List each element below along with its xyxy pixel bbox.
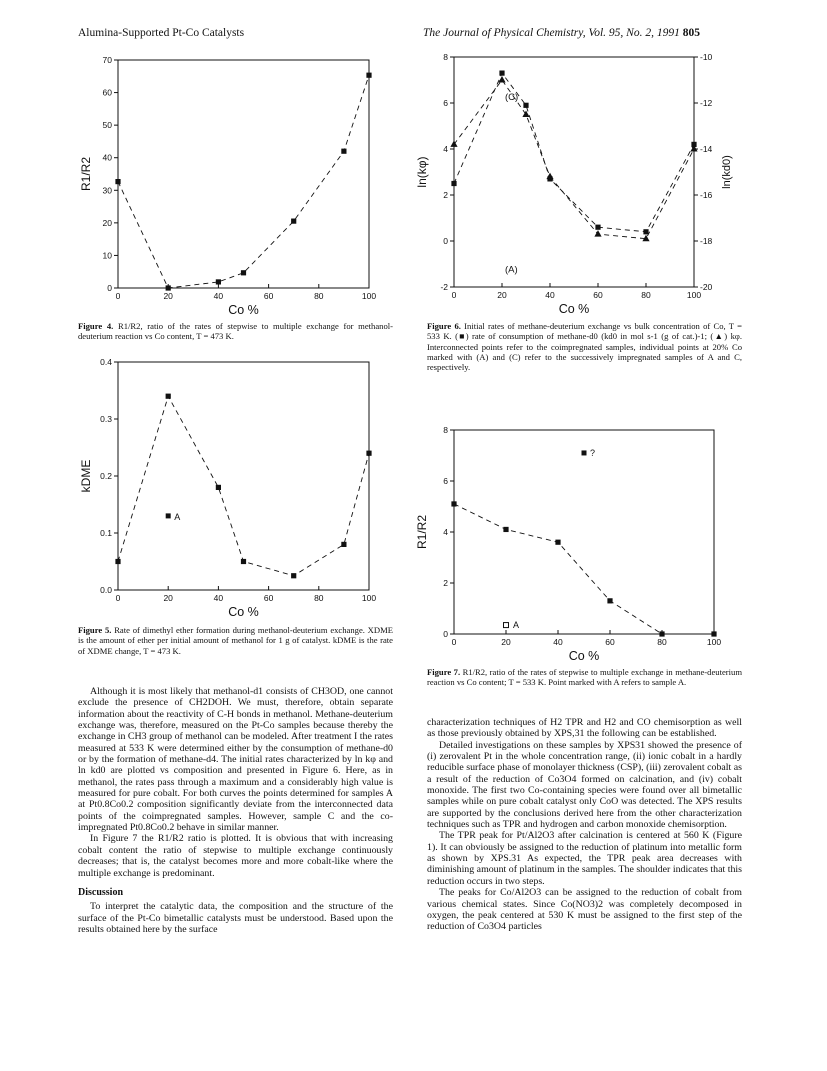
x-axis-label: Co % [228, 303, 259, 317]
running-head: Alumina-Supported Pt-Co Catalysts [78, 27, 245, 39]
x-tick-label: 20 [501, 637, 511, 647]
x-tick-label: 0 [451, 637, 457, 647]
data-point [594, 230, 601, 237]
x-tick-label: 40 [213, 291, 224, 301]
right-column-text [427, 717, 742, 933]
x-tick-label: 0 [115, 593, 121, 603]
figure-4-chart [79, 52, 386, 320]
data-point [546, 173, 553, 180]
figure-5-caption: Figure 5. Rate of dimethyl ether formation during methanol-deuterium exchange. XDME is the amount of ether per initial amount of methanol for 1 g of catalyst. kDME is the rate of XDME change, T = 473 K. [78, 625, 393, 656]
data-point [499, 71, 504, 76]
series-line [118, 75, 369, 288]
y-tick-label: 0.0 [100, 585, 112, 595]
plot-frame [118, 362, 369, 590]
x-tick-label: 20 [163, 291, 173, 301]
plot-frame [118, 60, 369, 288]
x-tick-label: 60 [263, 593, 274, 603]
x-tick-label: 40 [553, 637, 563, 647]
x-tick-label: 100 [686, 290, 702, 300]
data-point [341, 149, 346, 154]
paragraph: Detailed investigations on these samples by XPS31 showed the presence of (i) zerovalent Pt in the whole concentration range, (ii) ionic cobalt in a hardly reducible surface phase of monolayer thickness (CSP), (iii) zerovalent cobalt as a result of the reduction of Co3O4 formed on calcination, and (iv) cobalt monoxide. The first two Co-containing species were found over all bimetallic samples while on pure cobalt catalyst only CoO was detected. The XPS results are supported by the conclusions derived here from the other characterization techniques such as TPR and hydrogen and carbon monoxide chemisorption. [427, 739, 742, 831]
x-tick-label: 80 [641, 290, 651, 300]
y-tick-label: 0.4 [100, 357, 112, 367]
paragraph: In Figure 7 the R1/R2 ratio is plotted. It is obvious that with increasing cobalt content the ratio of stepwise to multiple exchange continuously decreases; that is, the catalyst becomes more and more cobalt-like where the multiple exchange is predominant. [78, 833, 393, 879]
data-point [291, 573, 296, 578]
data-point [555, 540, 560, 545]
figure-6-chart [415, 52, 748, 320]
point-annotation: A [513, 620, 520, 631]
x-tick-label: 100 [361, 593, 377, 603]
data-point [115, 559, 120, 564]
journal-citation [423, 27, 700, 39]
y2-tick-label: -18 [700, 236, 713, 246]
figure-4-caption: Figure 4. R1/R2, ratio of the rates of stepwise to multiple exchange for methanol-deuterium reaction vs Co content, T = 473 K. [78, 321, 394, 342]
data-point [216, 485, 221, 490]
y-tick-label: 0.2 [100, 471, 112, 481]
series-line [454, 504, 714, 634]
figure-7-caption: Figure 7. R1/R2, ratio of the rates of stepwise to multiple exchange in methane-deuterium reaction vs Co content; T = 533 K. Point marked with A refers to sample A. [427, 667, 743, 688]
data-point [582, 450, 587, 455]
data-point [291, 219, 296, 224]
data-point [451, 501, 456, 506]
y-tick-label: 10 [102, 250, 112, 261]
x-tick-label: 20 [163, 593, 173, 603]
y-tick-label: 20 [102, 217, 112, 228]
y-axis-label: R1/R2 [79, 156, 93, 192]
y-tick-label: 0 [443, 236, 448, 246]
data-point [503, 527, 508, 532]
y-tick-label: 30 [102, 185, 112, 196]
y-tick-label: 2 [443, 578, 448, 588]
y-tick-label: 0.3 [100, 414, 112, 424]
x-axis-label: Co % [558, 302, 590, 316]
y-tick-label: 2 [443, 190, 448, 200]
y-axis-label: R1/R2 [415, 514, 429, 550]
figure-5-chart [79, 352, 386, 620]
plot-frame [454, 57, 694, 287]
page-number: 805 [682, 27, 700, 39]
plot-frame [454, 430, 714, 634]
x-tick-label: 60 [263, 291, 274, 301]
y2-tick-label: -10 [700, 52, 713, 62]
paragraph: Although it is most likely that methanol-d1 consists of CH3OD, one cannot exclude the presence of CH2DOH. We must, therefore, obtain separate information about the reactivity of C-H bonds in methanol. Methane-deuterium exchange was, therefore, measured on the Pt-Co samples because thereby the exchange in CH3 group of methanol can be modeled. After treatment I the rates measured at 533 K were determined either by the consumption of methane-d0 or by the formation of methane-d4. The initial rates characterized by ln kφ and ln kd0 are plotted vs composition and presented in Figure 6. Here, as in methanol, the rates pass through a maximum and a considerably high value is measured for pure cobalt. For both curves the points determined for samples A at Pt0.8Co0.2 composition significantly deviate from the interconnected data points of the coimpregnated samples. However, sample C and the co-impregnated Pt0.8Co0.2 behave in similar manner. [78, 686, 393, 834]
x-tick-label: 60 [605, 637, 615, 647]
series-line [454, 80, 694, 239]
data-point [241, 270, 246, 275]
x-tick-label: 80 [314, 593, 324, 603]
data-point [643, 229, 648, 234]
x-tick-label: 80 [657, 637, 667, 647]
figure-6-caption: Figure 6. Initial rates of methane-deuterium exchange vs bulk concentration of Co, T = 533 K. (■) rate of consumption of methane-d0 (kd0 in mol s-1 (g of cat.)-1; (▲) kφ. Interconnected points refer to the coimpregnated samples, individual points at 20% Co marked with (A) and (C) refer to the successively impregnated samples of A and C, respectively. [427, 321, 743, 373]
point-annotation: (C) [505, 92, 519, 104]
y-axis-label: kDME [79, 459, 93, 493]
y-tick-label: 0 [443, 629, 448, 639]
section-heading: Discussion [78, 886, 124, 898]
x-axis-label: Co % [568, 649, 600, 663]
paragraph: The peaks for Co/Al2O3 can be assigned to the reduction of cobalt from various chemical states. Since Co(NO3)2 was completely decomposed in oxygen, the peak centered at 530 K must be assigned to the first step of the reduction of Co3O4 particles [427, 887, 742, 933]
y2-tick-label: -14 [700, 144, 713, 154]
y-tick-label: 6 [443, 476, 448, 486]
series-line [454, 73, 694, 232]
y-tick-label: 50 [102, 120, 112, 131]
data-point [241, 559, 246, 564]
data-point [595, 225, 600, 230]
data-point [366, 451, 371, 456]
data-point [659, 631, 664, 636]
y-tick-label: 8 [443, 425, 448, 435]
journal-name: The Journal of Physical Chemistry, Vol. 95, No. 2, 1991 [423, 27, 680, 39]
y2-tick-label: -12 [700, 98, 713, 108]
data-point [504, 623, 509, 628]
x-axis-label: Co % [228, 605, 259, 619]
data-point [166, 394, 171, 399]
y-tick-label: -2 [440, 282, 448, 292]
x-tick-label: 100 [706, 637, 722, 647]
x-tick-label: 80 [314, 291, 324, 301]
point-annotation: (A) [505, 264, 518, 276]
y-tick-label: 4 [443, 527, 448, 537]
data-point [523, 103, 528, 108]
data-point [366, 73, 371, 78]
left-column-text [78, 686, 393, 935]
y-tick-label: 40 [102, 152, 112, 163]
paragraph: To interpret the catalytic data, the composition and the structure of the surface of the Pt-Co bimetallic catalysts must be understood. Based upon the results obtained here by the surface [78, 901, 393, 935]
data-point [711, 631, 716, 636]
y-axis-label: ln(kφ) [415, 156, 429, 188]
data-point [498, 76, 505, 83]
y-tick-label: 60 [102, 87, 112, 98]
data-point [451, 181, 456, 186]
data-point [216, 279, 221, 284]
data-point [166, 513, 171, 518]
figure-7-chart [415, 424, 748, 664]
x-tick-label: 40 [545, 290, 555, 300]
x-tick-label: 100 [361, 291, 377, 301]
paragraph: The TPR peak for Pt/Al2O3 after calcination is centered at 560 K (Figure 1). It can obviously be assigned to the reduction of platinum into metallic form as shown by XPS.31 As expected, the TPR peak area decreases with diminishing amount of platinum in the samples. The shoulder indicates that this reduction occurs in two steps. [427, 830, 742, 887]
point-annotation: ? [590, 447, 596, 458]
series-line [118, 396, 369, 576]
data-point [642, 235, 649, 242]
data-point [115, 179, 120, 184]
y2-axis-label: ln(kd0) [721, 155, 733, 189]
x-tick-label: 0 [451, 290, 457, 300]
point-annotation: A [174, 511, 181, 522]
y-tick-label: 6 [443, 98, 448, 108]
y2-tick-label: -20 [700, 282, 713, 292]
y-tick-label: 8 [443, 52, 448, 62]
x-tick-label: 60 [593, 290, 603, 300]
data-point [341, 542, 346, 547]
x-tick-label: 0 [115, 291, 121, 301]
y2-tick-label: -16 [700, 190, 713, 200]
x-tick-label: 20 [497, 290, 507, 300]
y-tick-label: 70 [102, 55, 112, 65]
x-tick-label: 40 [213, 593, 224, 603]
y-tick-label: 4 [443, 144, 448, 154]
data-point [607, 598, 612, 603]
y-tick-label: 0.1 [100, 528, 112, 538]
y-tick-label: 0 [107, 283, 112, 293]
data-point [166, 285, 171, 290]
paragraph: characterization techniques of H2 TPR and H2 and CO chemisorption as well as those previously obtained by XPS,31 the following can be established. [427, 717, 742, 740]
